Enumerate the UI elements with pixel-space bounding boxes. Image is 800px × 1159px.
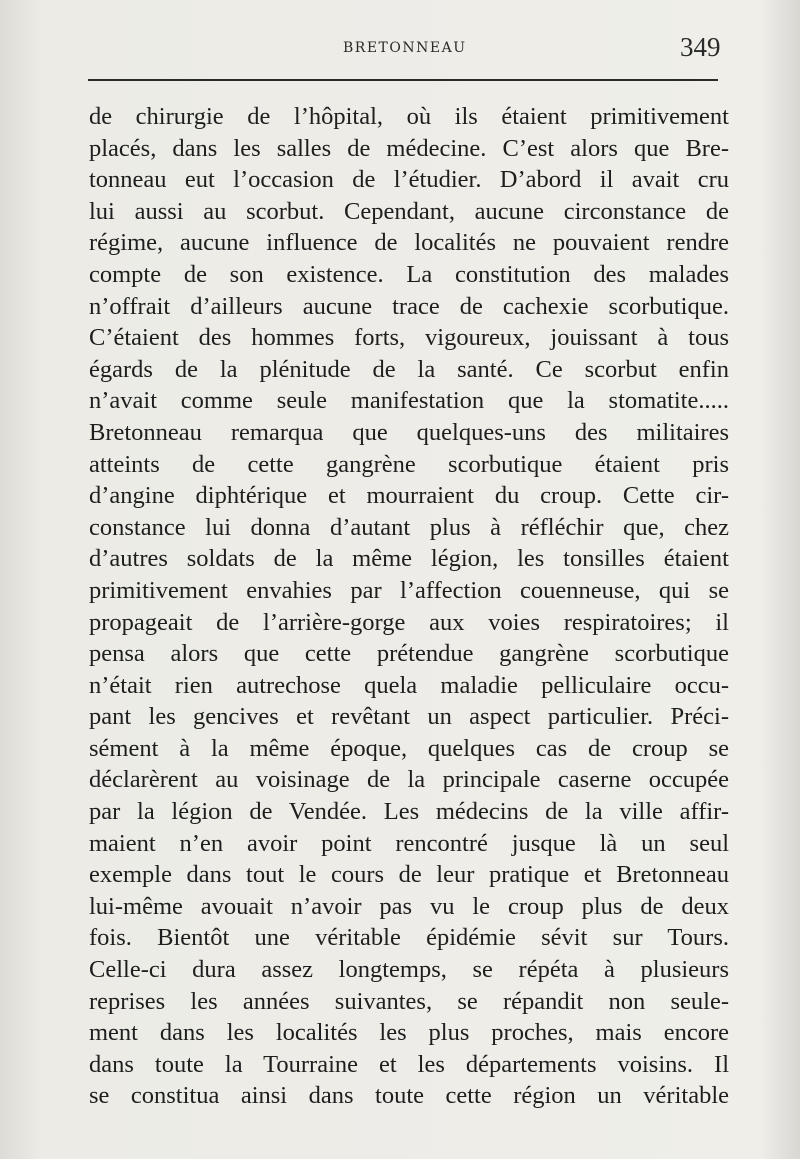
text-line: dans toute la Tourraine et les départements voisins. Il <box>89 1050 729 1078</box>
text-line: sément à la même époque, quelques cas de croup se <box>89 734 729 762</box>
body-text <box>89 101 729 1112</box>
text-line: constance lui donna d’autant plus à réfléchir que, chez <box>89 513 729 541</box>
text-line: lui aussi au scorbut. Cependant, aucune circonstance de <box>89 197 729 225</box>
header-rule <box>88 79 718 81</box>
text-line: reprises les années suivantes, se répandit non seule- <box>89 987 729 1015</box>
text-line: régime, aucune influence de localités ne pouvaient rendre <box>89 229 729 257</box>
text-line: placés, dans les salles de médecine. C’est alors que Bre- <box>89 134 729 162</box>
text-line: Bretonneau remarqua que quelques-uns des militaires <box>89 418 729 446</box>
text-line: ment dans les localités les plus proches, mais encore <box>89 1019 729 1047</box>
running-head <box>0 32 800 66</box>
text-line: d’angine diphtérique et mourraient du croup. Cette cir- <box>89 482 729 510</box>
text-line: Celle-ci dura assez longtemps, se répéta à plusieurs <box>89 956 729 984</box>
text-line: par la légion de Vendée. Les médecins de la ville affir- <box>89 798 729 826</box>
text-line: d’autres soldats de la même légion, les tonsilles étaient <box>89 545 729 573</box>
text-line: déclarèrent au voisinage de la principale caserne occupée <box>89 766 729 794</box>
text-line: maient n’en avoir point rencontré jusque là un seul <box>89 829 729 857</box>
text-line: n’était rien autrechose quela maladie pelliculaire occu- <box>89 671 729 699</box>
text-line: compte de son existence. La constitution des malades <box>89 260 729 288</box>
text-line: de chirurgie de l’hôpital, où ils étaient primitivement <box>89 103 729 130</box>
text-line: propageait de l’arrière-gorge aux voies respiratoires; il <box>89 608 729 636</box>
text-line: n’offrait d’ailleurs aucune trace de cachexie scorbutique. <box>89 292 729 320</box>
text-line: pensa alors que cette prétendue gangrène scorbutique <box>89 640 729 668</box>
page-number: 349 <box>680 32 721 62</box>
text-line: pant les gencives et revêtant un aspect particulier. Préci- <box>89 703 729 731</box>
text-line: fois. Bientôt une véritable épidémie sévit sur Tours. <box>89 924 729 952</box>
text-line: atteints de cette gangrène scorbutique étaient pris <box>89 450 729 478</box>
text-line: lui-même avouait n’avoir pas vu le croup plus de deux <box>89 892 729 920</box>
text-line: exemple dans tout le cours de leur pratique et Bretonneau <box>89 861 729 889</box>
text-line: primitivement envahies par l’affection couenneuse, qui se <box>89 576 729 604</box>
text-line: tonneau eut l’occasion de l’étudier. D’abord il avait cru <box>89 166 729 194</box>
running-title: BRETONNEAU <box>343 40 467 56</box>
text-line: C’étaient des hommes forts, vigoureux, jouissant à tous <box>89 324 729 352</box>
text-line: égards de la plénitude de la santé. Ce scorbut enfin <box>89 355 729 383</box>
text-line: n’avait comme seule manifestation que la stomatite..... <box>89 387 729 415</box>
text-line: se constitua ainsi dans toute cette région un véritable <box>89 1082 729 1110</box>
